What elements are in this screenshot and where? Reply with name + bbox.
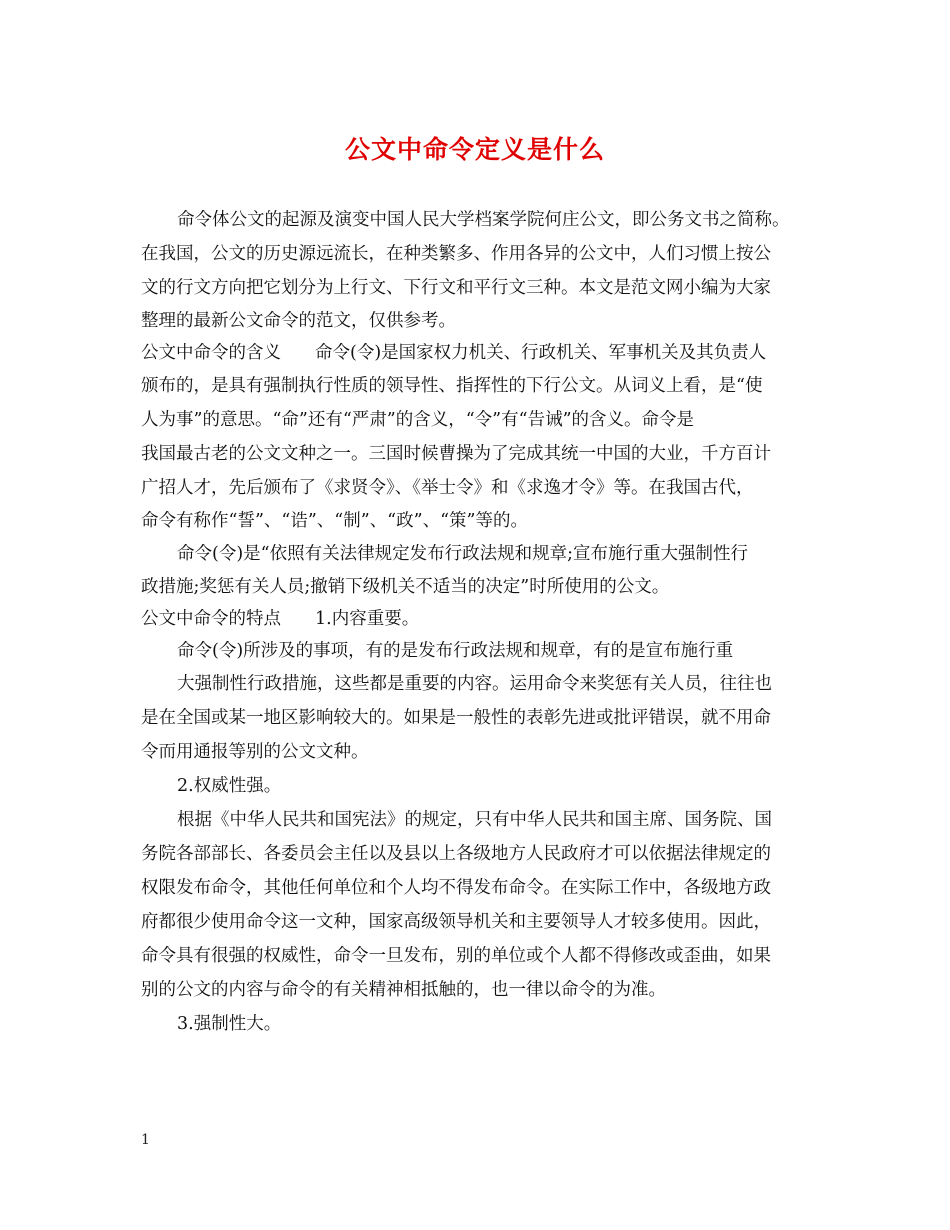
text-line: 命令(令)是“依照有关法律规定发布行政法规和规章;宣布施行重大强制性行 [177, 544, 748, 564]
text-line: 广招人才，先后颁布了《求贤令》、《举士令》和《求逸才令》等。在我国古代， [141, 478, 754, 498]
text-segment: 命令(令)是国家权力机关、行政机关、军事机关及其负责人 [315, 343, 767, 363]
text-line: 颁布的，是具有强制执行性质的领导性、指挥性的下行公文。从词义上看，是“使 [141, 376, 763, 396]
text-line: 根据《中华人民共和国宪法》的规定，只有中华人民共和国主席、国务院、国 [177, 810, 772, 830]
section-heading: 公文中命令的含义 [141, 343, 281, 363]
text-line: 整理的最新公文命令的范文，仅供参考。 [141, 311, 456, 331]
text-line: 务院各部部长、各委员会主任以及县以上各级地方人民政府才可以依据法律规定的 [141, 844, 771, 864]
text-line: 命令体公文的起源及演变中国人民大学档案学院何庄公文，即公务文书之简称。 [177, 210, 790, 230]
list-item-heading: 2.权威性强。 [177, 776, 282, 796]
page-number: 1 [141, 1132, 150, 1148]
text-line: 文的行文方向把它划分为上行文、下行文和平行文三种。本文是范文网小编为大家 [141, 278, 771, 298]
text-line: 政措施;奖惩有关人员;撤销下级机关不适当的决定”时所使用的公文。 [141, 577, 670, 597]
text-line: 权限发布命令，其他任何单位和个人均不得发布命令。在实际工作中，各级地方政 [141, 878, 771, 898]
text-line: 人为事”的意思。“命”还有“严肃”的含义，“令”有“告诫”的含义。命令是 [141, 410, 695, 430]
document-body [141, 203, 811, 1041]
text-line: 别的公文的内容与命令的有关精神相抵触的，也一律以命令的为准。 [141, 980, 666, 1000]
text-line: 府都很少使用命令这一文种，国家高级领导机关和主要领导人才较多使用。因此， [141, 912, 771, 932]
text-line: 是在全国或某一地区影响较大的。如果是一般性的表彰先进或批评错误，就不用命 [141, 708, 771, 728]
text-line: 我国最古老的公文文种之一。三国时候曹操为了完成其统一中国的大业，千方百计 [141, 444, 771, 464]
text-line: 令而用通报等别的公文文种。 [141, 742, 369, 762]
document-title: 公文中命令定义是什么 [344, 135, 605, 164]
text-line: 命令有称作“誓”、“诰”、“制”、“政”、“策”等的。 [141, 511, 528, 531]
text-line: 在我国，公文的历史源远流长，在种类繁多、作用各异的公文中，人们习惯上按公 [141, 244, 771, 264]
list-item-heading: 3.强制性大。 [177, 1014, 282, 1034]
text-line [141, 603, 811, 635]
section-heading: 公文中命令的特点 [141, 609, 281, 629]
text-line: 大强制性行政措施，这些都是重要的内容。运用命令来奖惩有关人员，往往也 [177, 674, 772, 694]
text-line: 命令具有很强的权威性，命令一旦发布，别的单位或个人都不得修改或歪曲，如果 [141, 946, 771, 966]
text-line: 命令(令)所涉及的事项，有的是发布行政法规和规章，有的是宣布施行重 [177, 641, 734, 661]
list-item-heading: 1.内容重要。 [315, 609, 420, 629]
text-line [141, 337, 811, 369]
